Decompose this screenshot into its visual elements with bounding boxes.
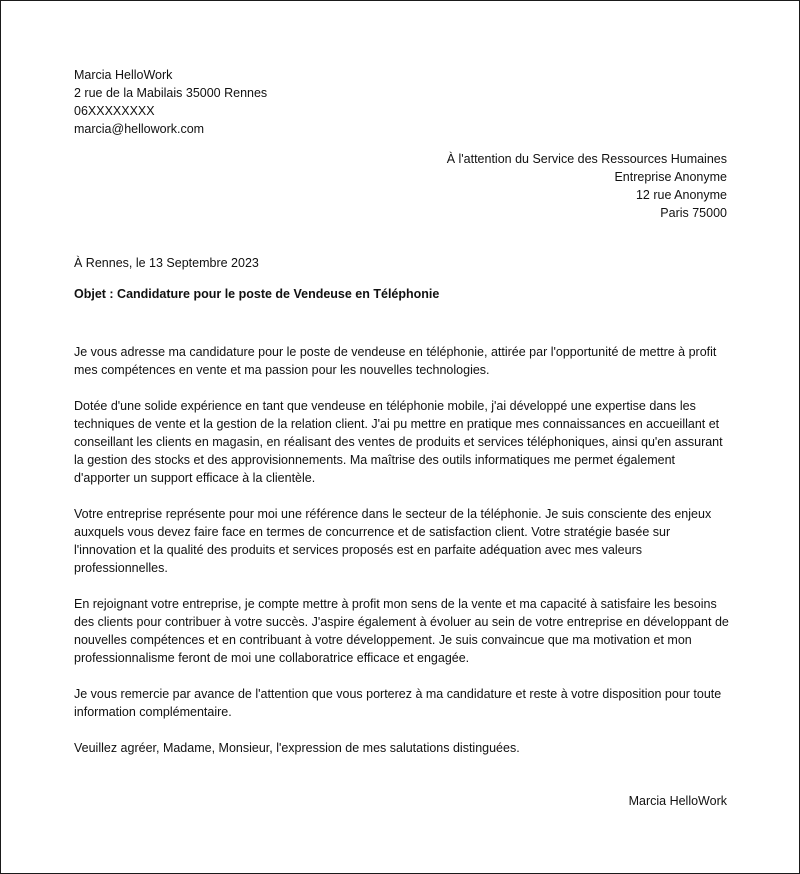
sender-name: Marcia HelloWork <box>74 68 173 82</box>
recipient-city: Paris 75000 <box>660 206 727 220</box>
letter-subject: Objet : Candidature pour le poste de Vendeuse en Téléphonie <box>74 287 440 301</box>
sender-address: 2 rue de la Mabilais 35000 Rennes <box>74 86 268 100</box>
signature: Marcia HelloWork <box>628 794 727 808</box>
letter-body <box>74 343 734 775</box>
sender-phone: 06XXXXXXXX <box>74 104 155 118</box>
recipient-street: 12 rue Anonyme <box>635 188 727 202</box>
body-paragraph-closing: Veuillez agréer, Madame, Monsieur, l'expression de mes salutations distinguées. <box>74 741 520 755</box>
recipient-company: Entreprise Anonyme <box>614 170 727 184</box>
recipient-block <box>447 150 727 222</box>
body-paragraph-experience: Dotée d'une solide expérience en tant que vendeuse en téléphonie mobile, j'ai développé une expertise dans les techniques de vente et la gestion de la relation client. J'ai pu mettre en pratique mes connaissances en accueillant et conseillant les clients en magasin, en réalisant des ventes de produits et services téléphoniques, ainsi qu'en assurant la gestion des stocks et des approvisionnements. Ma maîtrise des outils informatiques me permet également d'apporter un support efficace à la clientèle. <box>74 399 723 485</box>
place-date: À Rennes, le 13 Septembre 2023 <box>74 256 259 270</box>
sender-email: marcia@hellowork.com <box>74 122 205 136</box>
body-paragraph-company: Votre entreprise représente pour moi une référence dans le secteur de la téléphonie. Je suis consciente des enjeux auxquels vous devez faire face en termes de concurrence et de satisfaction client. Votre stratégie basée sur l'innovation et la qualité des produits et services proposés est en parfaite adéquation avec mes valeurs professionnelles. <box>74 507 712 575</box>
body-paragraph-thanks: Je vous remercie par avance de l'attention que vous porterez à ma candidature et reste à votre disposition pour toute information complémentaire. <box>74 687 722 719</box>
recipient-attention: À l'attention du Service des Ressources Humaines <box>446 152 727 166</box>
sender-block <box>74 66 267 138</box>
body-paragraph-motivation: En rejoignant votre entreprise, je compte mettre à profit mon sens de la vente et ma capacité à satisfaire les besoins des clients pour contribuer à votre succès. J'aspire également à évoluer au sein de votre entreprise en développant de nouvelles compétences et en contribuant à votre développement. Je suis convaincue que ma motivation et mon professionnalisme feront de moi une collaboratrice efficace et engagée. <box>74 597 729 665</box>
body-paragraph-intro: Je vous adresse ma candidature pour le poste de vendeuse en téléphonie, attirée par l'opportunité de mettre à profit mes compétences en vente et ma passion pour les nouvelles technologies. <box>74 345 717 377</box>
